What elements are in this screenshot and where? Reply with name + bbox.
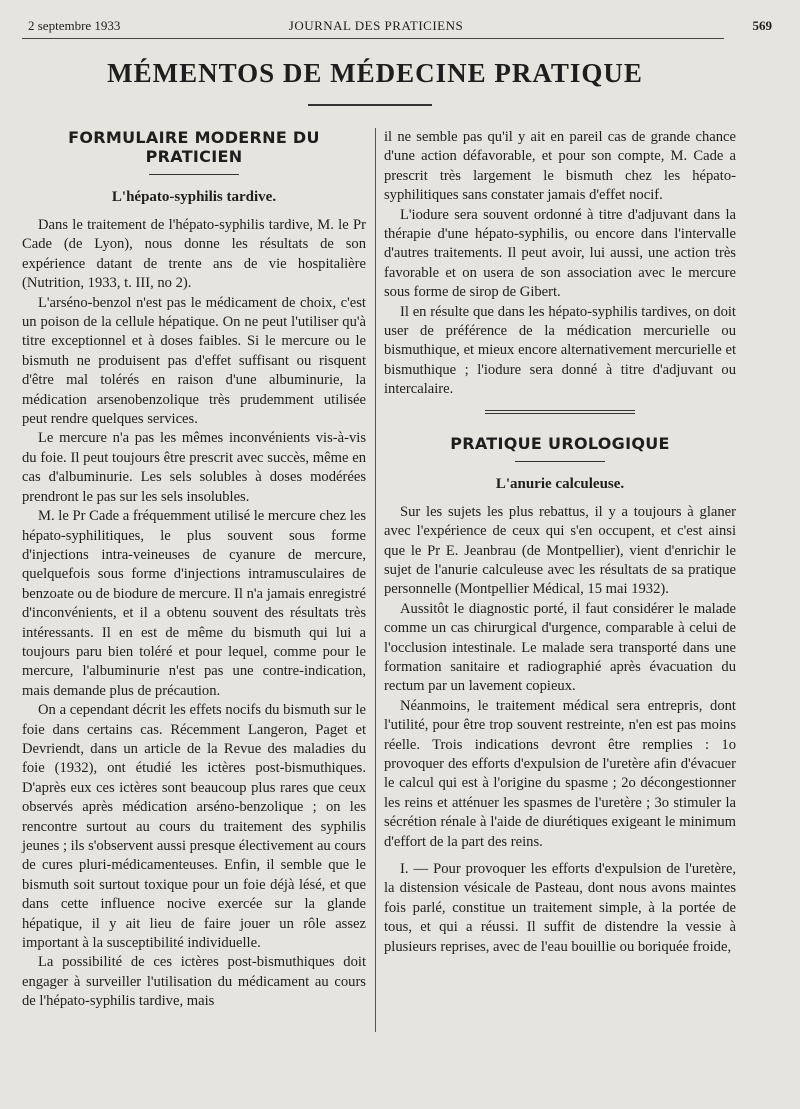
paragraph: L'arséno-benzol n'est pas le médicament de choix, c'est un poison de la cellule hépatique. On ne peut l'utiliser qu'à titre exceptionnel et à doses faibles. Si le mercure ou le bismuth ne produisent pas d'effet suffisant ou risquent d'être mal tolérés en raison d'une albuminurie, la médication arsenobenzolique très prudemment utilisée peut rendre quelques services. (22, 294, 366, 428)
column-divider (375, 128, 376, 1032)
section-rule (149, 174, 239, 175)
page-title: MÉMENTOS DE MÉDECINE PRATIQUE (107, 58, 643, 88)
paragraph: La possibilité de ces ictères post-bismuthiques doit engager à surveiller l'utilisation du médicament au cours de l'hépato-syphilis tardive, mais (22, 954, 366, 1010)
paragraph: Le mercure n'a pas les mêmes inconvénients vis-à-vis du foie. Il peut toujours être prescrit avec succès, même en cas d'albuminurie. Les sels solubles à doses modérées prendront le pas sur les sels insolubles. (22, 430, 366, 505)
section-rule (515, 461, 605, 462)
section-title-formulaire: FORMULAIRE MODERNE DU PRATICIEN (68, 128, 320, 166)
article-title-hepato-syphilis: L'hépato-syphilis tardive. (111, 189, 277, 205)
right-column (384, 128, 736, 957)
left-column (22, 128, 366, 1012)
paragraph: I. — Pour provoquer les efforts d'expulsion de l'uretère, la distension vésicale de Pasteau, dont nous avons maintes fois parlé, constitue un traitement simple, à la portée de tous, et qui a réussi. Il suffit de distendre la vessie à plusieurs reprises, avec de l'eau bouillie ou boriquée froide, (384, 861, 736, 955)
page-number: 569 (752, 18, 772, 33)
header-date: 2 septembre 1933 (28, 18, 121, 33)
paragraph-continued: il ne semble pas qu'il y ait en pareil cas de grande chance d'une action défavorable, et pour son compte, M. Cade a prescrit très largement le bismuth chez les hépato-syphilitiques sans constater jamais d'effet nocif. (384, 129, 736, 204)
article-title-anurie: L'anurie calculeuse. (495, 475, 625, 492)
double-rule-separator (485, 410, 635, 414)
running-header (28, 18, 772, 38)
header-rule (22, 38, 724, 39)
journal-name: JOURNAL DES PRATICIENS (288, 18, 464, 33)
paragraph: Néanmoins, le traitement médical sera entrepris, dont l'utilité, pour être trop souvent restreinte, n'en est pas moins réelle. Trois indications devront être remplies : 1o provoquer des efforts d'expulsion de l'uretère afin d'évacuer le calcul qui est à l'origine du spasme ; 2o décongestionner les reins et atténuer les spasmes de l'uretère ; 3o stimuler la sécrétion rénale à l'aide de diurétiques exigeant le minimum d'effort de la part des reins. (384, 697, 736, 850)
paragraph: Il en résulte que dans les hépato-syphilis tardives, on doit user de préférence de la médication mercurielle ou bismuthique, et mieux encore alternativement mercurielle et bismuthique ; l'iodure sera donné à titre d'adjuvant ou intercalaire. (384, 303, 736, 398)
paragraph: M. le Pr Cade a fréquemment utilisé le mercure chez les hépato-syphilitiques, le plus souvent sous forme d'injections intra-veineuses de cyanure de mercure, quelquefois sous forme d'injections intramusculaires de benzoate ou de biodure de mercure. Il n'a jamais enregistré d'inconvénients, et il a obtenu souvent des résultats très intéressants. Il en est de même du bismuth qui lui a toujours paru bien toléré et pour lequel, comme pour le mercure, l'albuminurie n'est pas une contre-indication, mais demande plus de précaution. (22, 508, 366, 699)
paragraph: Aussitôt le diagnostic porté, il faut considérer le malade comme un cas chirurgical d'urgence, comparable à celui de l'occlusion intestinale. Le malade sera transporté dans une formation sanitaire et radiographié après évacuation du rectum par un lavement copieux. (384, 600, 736, 695)
paragraph: Dans le traitement de l'hépato-syphilis tardive, M. le Pr Cade (de Lyon), nous donne les résultats de son expérience datant de trente ans de vie hospitalière (Nutrition, 1933, t. III, no 2). (22, 217, 366, 292)
paragraph: Sur les sujets les plus rebattus, il y a toujours à glaner avec l'expérience de ceux qui s'en occupent, et c'est ainsi que le Pr E. Jeanbrau (de Montpellier), vient d'enrichir le sujet de l'anurie calculeuse avec les résultats de sa pratique personnelle (Montpellier Médical, 15 mai 1932). (384, 503, 736, 598)
section-title-urologique: PRATIQUE UROLOGIQUE (450, 433, 670, 453)
title-rule (308, 104, 432, 106)
paragraph: On a cependant décrit les effets nocifs du bismuth sur le foie dans certains cas. Récemment Langeron, Paget et Devriendt, dans un article de la Revue des maladies du foie (1932), ont étudié les ictères post-bismuthiques. D'après eux ces ictères sont beaucoup plus rares que ceux observés après médication arséno-benzolique ; on les rencontre surtout au cours du traitement des syphilis jeunes ; ils s'observent aussi presque électivement au cours de cures pluri-médicamenteuses. Enfin, il semble que le bismuth soit surtout toxique pour un foie déjà lésé, et que dans cette influence nocive exercée sur la glande hépatique, il y ait lieu de faire jouer un rôle assez important à la susceptibilité individuelle. (22, 702, 366, 952)
section-urologique (384, 434, 736, 957)
paragraph: L'iodure sera souvent ordonné à titre d'adjuvant dans la thérapie d'une hépato-syphilis, ou encore dans l'intervalle d'autres traitements. Il peut avoir, lui aussi, une action très favorable et on usera de son association avec le mercure sous forme de sirop de Gibert. (384, 206, 736, 301)
